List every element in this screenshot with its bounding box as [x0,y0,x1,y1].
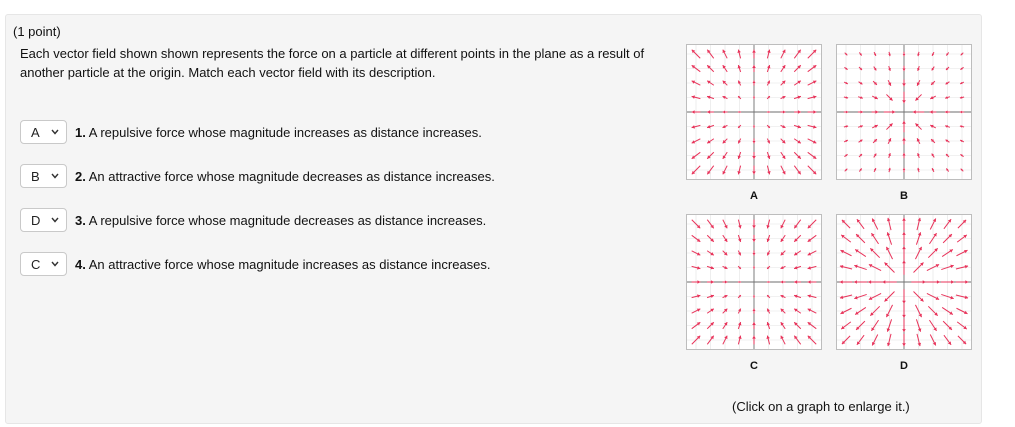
arrowhead [808,266,811,269]
question-desc-3: A repulsive force whose magnitude decreases as distance increases. [88,212,487,228]
arrowhead [846,111,848,114]
answer-select-4-value: C [31,256,41,272]
arrowhead [808,294,811,297]
arrowhead [813,110,816,114]
answer-select-3[interactable] [20,208,67,232]
arrowhead [875,110,878,114]
arrowhead [902,260,906,263]
graph-label-b: B [900,190,908,202]
question-desc-2: An attractive force whose magnitude decreases as distance increases. [88,168,495,184]
chevron-down-icon [51,217,59,223]
arrowhead [902,343,906,346]
question-desc-4: An attractive force whose magnitude increases as distance increases. [88,256,491,272]
question-text-4 [75,257,491,272]
arrowhead [692,110,695,114]
arrowhead [723,111,726,114]
arrowhead [781,281,784,284]
question-text-2 [75,169,495,184]
arrowhead [753,253,756,256]
arrowhead [903,54,906,56]
arrowhead [753,309,756,312]
arrowhead [902,69,905,72]
arrowhead [813,95,816,98]
arrowhead [737,50,740,53]
arrowhead [752,322,756,325]
points-label: (1 point) [13,24,61,39]
arrowhead [767,281,769,283]
question-text-3 [75,213,486,228]
arrowhead [902,121,906,124]
chevron-down-icon [51,173,59,179]
vector-field-graph-d[interactable] [836,214,972,350]
vector-field-plot [687,45,821,179]
question-row-1 [20,119,482,145]
arrowhead [937,280,940,284]
vector-field-graph-c[interactable] [686,214,822,350]
arrowhead [753,141,756,144]
arrowhead [861,110,864,113]
answer-select-2[interactable] [20,164,67,188]
arrowhead [902,138,906,141]
arrowhead [965,265,968,268]
arrowhead [930,110,933,114]
question-number-4: 4. [75,256,86,272]
arrowhead [794,280,797,284]
question-number-2: 2. [75,168,86,184]
arrowhead [902,100,906,103]
arrowhead [737,171,740,174]
chevron-down-icon [51,261,59,267]
arrowhead [752,336,756,339]
arrowhead [740,281,742,283]
arrowhead [753,81,756,84]
question-text-1 [75,125,482,140]
arrowhead [965,296,968,299]
arrowhead [945,110,948,113]
arrowhead [902,329,906,332]
arrowhead [738,225,741,228]
arrowhead [902,315,906,318]
vector-field-graph-b[interactable] [836,44,972,180]
question-row-4 [20,251,491,277]
chevron-down-icon [51,129,59,135]
arrowhead [738,336,741,339]
arrowhead [840,265,843,268]
arrowhead [753,127,755,129]
arrowhead [707,110,710,114]
arrowhead [753,295,755,297]
vector-field-plot [837,215,971,349]
arrowhead [692,125,695,128]
vector-field-plot [837,45,971,179]
arrowhead [918,343,921,346]
arrowhead [965,280,968,284]
answer-select-2-value: B [31,168,40,184]
graph-label-d: D [900,360,908,372]
arrowhead [753,96,755,98]
arrowhead [711,280,714,284]
arrowhead [752,50,756,53]
answer-select-1[interactable] [20,120,67,144]
question-number-3: 3. [75,212,86,228]
arrowhead [887,218,890,221]
arrowhead [902,83,906,86]
arrowhead [868,280,871,284]
arrowhead [840,280,843,284]
question-desc-1: A repulsive force whose magnitude increases as distance increases. [88,124,482,140]
arrowhead [887,343,890,346]
arrowhead [902,301,906,304]
arrowhead [903,168,906,170]
arrowhead [923,280,926,284]
answer-select-1-value: A [31,124,40,140]
arrowhead [767,171,770,174]
arrowhead [753,268,755,270]
arrowhead [902,246,906,249]
arrowhead [752,239,756,242]
enlarge-hint: (Click on a graph to enlarge it.) [732,399,910,414]
arrowhead [752,225,756,228]
arrowhead [766,225,769,228]
arrowhead [769,111,771,113]
arrowhead [882,280,885,284]
vector-field-graph-a[interactable] [686,44,822,180]
arrowhead [902,218,906,221]
question-row-3 [20,207,486,233]
arrowhead [725,281,728,284]
arrowhead [918,218,921,221]
arrowhead [892,110,895,114]
arrowhead [798,110,801,114]
arrowhead [752,171,756,174]
arrowhead [752,156,756,159]
arrowhead [766,336,769,339]
graph-label-c: C [750,360,758,372]
answer-select-3-value: D [31,212,41,228]
arrowhead [752,65,756,68]
arrowhead [697,266,700,269]
problem-description: Each vector field shown shown represents the force on a particle at different points in the plane as a result of another particle at the origin. Match each vector field with its description. [20,46,645,80]
arrowhead [951,280,954,284]
arrowhead [697,294,700,297]
arrowhead [767,50,770,53]
arrowhead [692,95,695,98]
arrowhead [738,111,740,113]
answer-select-4[interactable] [20,252,67,276]
arrowhead [902,232,906,235]
arrowhead [840,296,843,299]
arrowhead [913,110,916,114]
arrowhead [783,111,786,114]
vector-field-plot [687,215,821,349]
arrowhead [808,280,811,284]
arrowhead [854,280,857,284]
graph-label-a: A [750,190,758,202]
arrowhead [813,125,816,128]
arrowhead [902,153,905,156]
question-row-2 [20,163,495,189]
arrowhead [960,111,962,114]
question-number-1: 1. [75,124,86,140]
arrowhead [697,280,700,284]
